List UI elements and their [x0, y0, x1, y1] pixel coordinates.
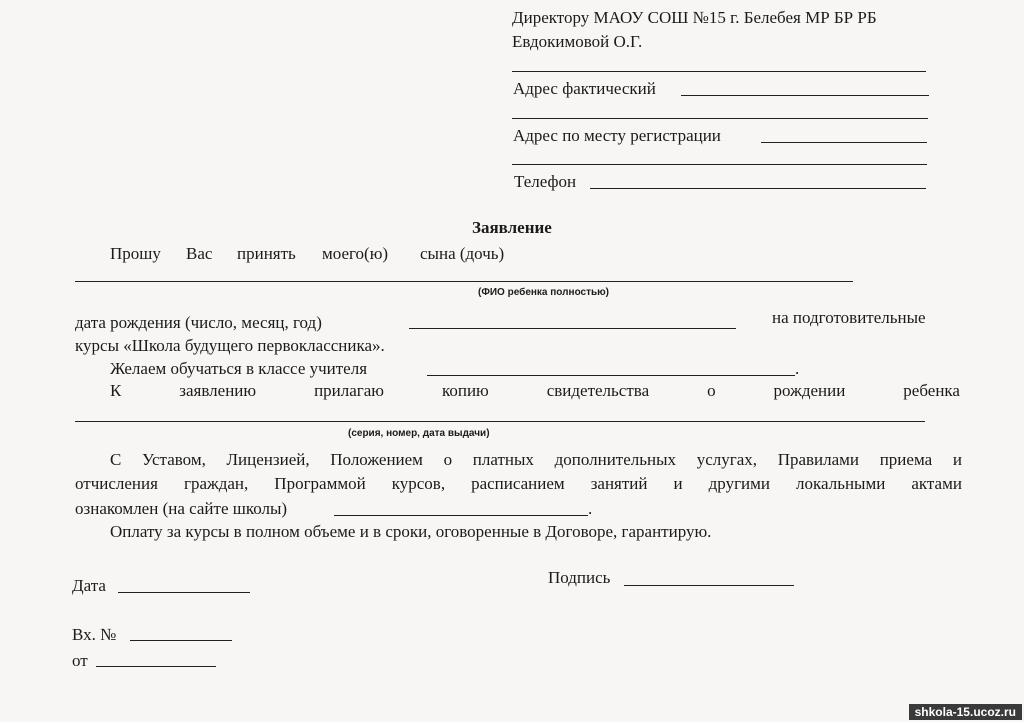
header-line-director: Директору МАОУ СОШ №15 г. Белебея МР БР РБ [512, 8, 877, 27]
charter-word: локальными [796, 474, 886, 493]
charter-word: отчисления [75, 474, 158, 493]
address-actual-label: Адрес фактический [513, 79, 656, 98]
certificate-field[interactable] [75, 421, 925, 422]
charter-word: Положением [330, 450, 423, 469]
incoming-number-label: Вх. № [72, 625, 117, 644]
charter-word: Лицензией, [226, 450, 310, 469]
from-date-field[interactable] [96, 666, 216, 667]
payment-line: Оплату за курсы в полном объеме и в сроки, оговоренные в Договоре, гарантирую. [110, 522, 712, 541]
charter-word: занятий [590, 474, 648, 493]
address-actual-field[interactable] [681, 95, 929, 96]
header-blank-line[interactable] [512, 71, 926, 72]
charter-word: С [110, 450, 122, 469]
charter-word: граждан, [183, 474, 249, 493]
attach-word: заявлению [179, 381, 257, 400]
familiar-field[interactable] [334, 515, 588, 516]
phone-label: Телефон [514, 172, 577, 191]
charter-word: приема [879, 450, 933, 469]
signature-label: Подпись [548, 568, 611, 587]
charter-word: Уставом, [142, 450, 206, 469]
charter-word: о [443, 450, 453, 469]
document-title: Заявление [472, 218, 552, 237]
header-line-name: Евдокимовой О.Г. [512, 32, 643, 51]
signature-field[interactable] [624, 585, 794, 586]
date-label: Дата [72, 576, 106, 595]
child-name-field[interactable] [75, 281, 853, 282]
charter-word: расписанием [471, 474, 565, 493]
charter-word: другими [708, 474, 771, 493]
date-field[interactable] [118, 592, 250, 593]
phone-field[interactable] [590, 188, 926, 189]
familiar-period: . [588, 499, 593, 518]
familiar-label: ознакомлен (на сайте школы) [75, 499, 288, 518]
from-label: от [72, 651, 88, 670]
teacher-label: Желаем обучаться в классе учителя [110, 359, 368, 378]
request-word-4: моего(ю) [322, 244, 389, 263]
request-word-2: Вас [186, 244, 213, 263]
address-registration-field[interactable] [761, 142, 927, 143]
attach-word: копию [441, 381, 489, 400]
birthdate-label: дата рождения (число, месяц, год) [75, 313, 322, 332]
charter-word: и [673, 474, 683, 493]
charter-word: платных [472, 450, 534, 469]
birthdate-field[interactable] [409, 328, 736, 329]
charter-word: Правилами [777, 450, 860, 469]
birthdate-suffix: на подготовительные [772, 308, 926, 327]
request-word-5: сына (дочь) [420, 244, 505, 263]
attach-line [110, 381, 960, 401]
charter-word: курсов, [391, 474, 446, 493]
charter-word: актами [911, 474, 962, 493]
teacher-period: . [795, 359, 800, 378]
charter-word: и [952, 450, 962, 469]
attach-word: свидетельства [546, 381, 650, 400]
teacher-field[interactable] [427, 375, 795, 376]
attach-word: о [707, 381, 716, 400]
child-name-caption: (ФИО ребенка полностью) [478, 287, 610, 298]
certificate-caption: (серия, номер, дата выдачи) [348, 428, 490, 439]
charter-line-2 [75, 474, 962, 494]
charter-line-1 [110, 450, 962, 470]
address-registration-label: Адрес по месту регистрации [513, 126, 721, 145]
charter-word: Программой [274, 474, 366, 493]
attach-word: рождении [773, 381, 846, 400]
attach-word: ребенка [903, 381, 960, 400]
address-registration-field-2[interactable] [512, 164, 927, 165]
charter-word: услугах, [696, 450, 758, 469]
incoming-number-field[interactable] [130, 640, 232, 641]
site-watermark: shkola-15.ucoz.ru [909, 704, 1022, 720]
request-word-3: принять [237, 244, 296, 263]
courses-line: курсы «Школа будущего первоклассника». [75, 336, 385, 355]
address-actual-field-2[interactable] [512, 118, 928, 119]
request-word-1: Прошу [110, 244, 161, 263]
attach-word: прилагаю [314, 381, 385, 400]
attach-word: К [110, 381, 122, 400]
charter-word: дополнительных [554, 450, 677, 469]
